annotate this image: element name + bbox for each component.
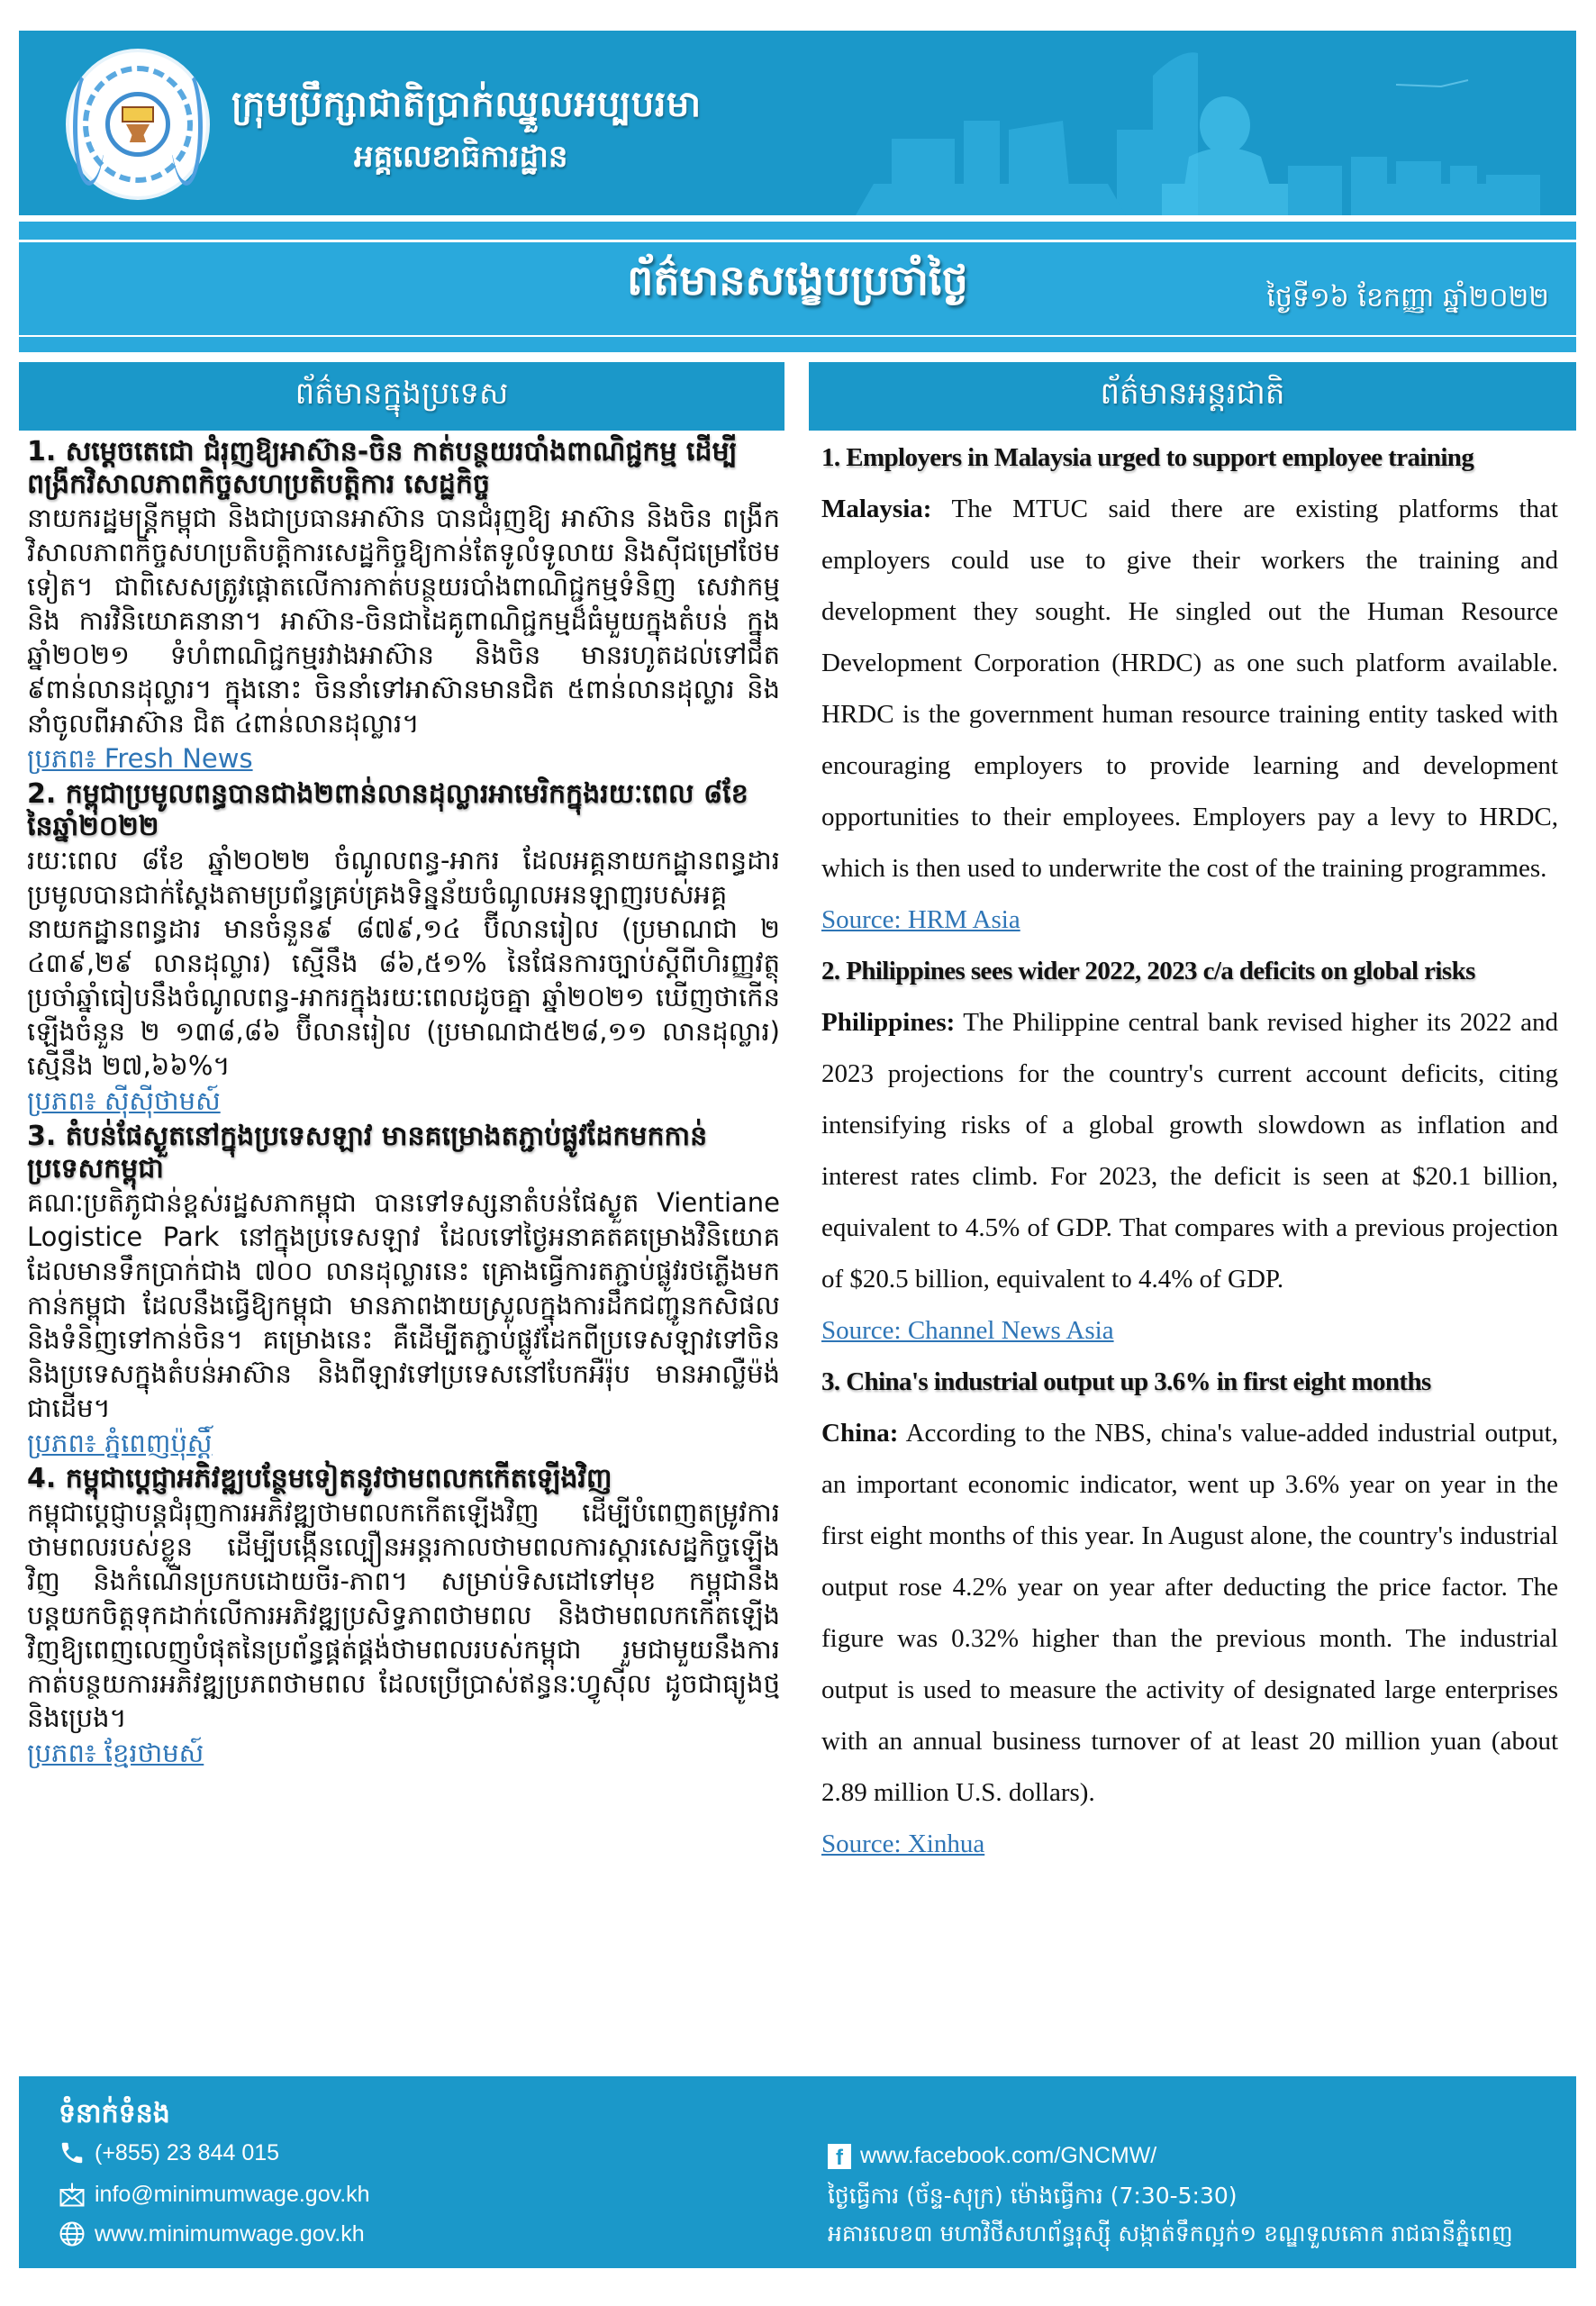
- domestic-article: [27, 436, 780, 778]
- article-title: 1. សម្តេចតេជោ ជំរុញឱ្យអាស៊ាន-ចិន កាត់បន្ថយរបាំងពាណិជ្ជកម្ម ដើម្បីពង្រីកវិសាលភាពកិច្ចសហប្រតិបត្តិការ សេដ្ឋកិច្ច: [27, 436, 738, 500]
- article-source-link[interactable]: Source: HRM Asia: [821, 905, 1020, 934]
- org-name: ក្រុមប្រឹក្សាជាតិប្រាក់ឈ្នួលអប្បបរមា: [231, 83, 702, 125]
- article-text: The MTUC said there are existing platforms that employers could use to give their workers the training and development they sought. He singled out the Human Resource Development Corporation (HRDC) as one such platform available. HRDC is the government human resource training entity tasked with encouraging employers to provide learning and development opportunities to their employees. Employers pay a levy to HRDC, which is then used to underwrite the cost of the training programmes.: [821, 495, 1558, 883]
- article-source-link[interactable]: ប្រភព៖ Fresh News: [27, 743, 253, 774]
- email-icon: [59, 2181, 86, 2208]
- page-title: ព័ត៌មានសង្ខេបប្រចាំថ្ងៃ: [627, 256, 968, 304]
- title-band: [19, 242, 1576, 335]
- article-body: [821, 1408, 1558, 1819]
- council-logo: [66, 49, 210, 200]
- email-row: [59, 2181, 370, 2208]
- international-news-column: [821, 432, 1558, 1870]
- article-source-link[interactable]: Source: Xinhua: [821, 1829, 985, 1858]
- section-header-international: ព័ត៌មានអន្តរជាតិ: [809, 362, 1576, 431]
- article-source-link[interactable]: ប្រភព៖ ខ្មែរថាមស៍: [27, 1738, 204, 1768]
- international-article: [821, 432, 1558, 946]
- facebook-link[interactable]: www.facebook.com/GNCMW/: [860, 2143, 1157, 2168]
- article-body: កម្ពុជាប្តេជ្ញាបន្តជំរុញការអភិវឌ្ឍថាមពលកកើតឡើងវិញ ដើម្បីបំពេញតម្រូវការថាមពលរបស់ខ្លួន ដើម្បីបង្កើនល្បឿនអន្តរកាលថាមពលការស្តារសេដ្ឋកិច្ចឡើងវិញ និងកំណើនប្រកបដោយចីរ-ភាព។ សម្រាប់ទិសដៅទៅមុខ កម្ពុជានឹងបន្តយកចិត្តទុកដាក់លើការអភិវឌ្ឍប្រសិទ្ធភាពថាមពល និងថាមពលកកើតឡើងវិញឱ្យពេញលេញបំផុតនៃប្រព័ន្ធផ្គត់ផ្គង់ថាមពលរបស់កម្ពុជា រួមជាមួយនឹងការកាត់បន្ថយការអភិវឌ្ឍប្រភពថាមពល ដែលប្រើប្រាស់ឥន្ធនៈហ្វូស៊ីល ដូចជាធ្យូងថ្ម និងប្រេង។: [27, 1497, 780, 1733]
- org-subtitle: អគ្គលេខាធិការដ្ឋាន: [354, 139, 568, 175]
- website-row: [59, 2220, 365, 2247]
- phone-icon: [59, 2139, 86, 2166]
- working-hours: ថ្ងៃធ្វើការ (ច័ន្ទ-សុក្រ) ម៉ោងធ្វើការ (7:30-5:30): [828, 2183, 1238, 2209]
- domestic-article: [27, 778, 780, 1121]
- domestic-article: [27, 1463, 780, 1773]
- section-header-domestic: ព័ត៌មានក្នុងប្រទេស: [19, 362, 784, 431]
- issue-date: ថ្ងៃទី១៦ ខែកញ្ញា ឆ្នាំ២០២២: [1266, 282, 1549, 313]
- article-title: 1. Employers in Malaysia urged to support employee training: [821, 443, 1474, 472]
- domestic-news-column: [27, 436, 780, 1773]
- article-body: នាយករដ្ឋមន្ត្រីកម្ពុជា និងជាប្រធានអាស៊ាន បានជំរុញឱ្យ អាស៊ាន និងចិន ពង្រីកវិសាលភាពកិច្ចសហប្រតិបត្តិការសេដ្ឋកិច្ចឱ្យកាន់តែទូលំទូលាយ និងស៊ីជម្រៅថែមទៀត។ ជាពិសេសត្រូវផ្តោតលើការកាត់បន្ថយរបាំងពាណិជ្ជកម្មទំនិញ សេវាកម្ម និង ការវិនិយោគនានា។ អាស៊ាន-ចិនជាដៃគូពាណិជ្ជកម្មដ៏ធំមួយក្នុងតំបន់ ក្នុងឆ្នាំ២០២១ ទំហំពាណិជ្ជកម្មរវាងអាស៊ាន និងចិន មានរហូតដល់ទៅជិត ៩ពាន់លានដុល្លារ។ ក្នុងនោះ ចិននាំទៅអាស៊ានមានជិត ៥ពាន់លានដុល្លារ និងនាំចូលពីអាស៊ាន ជិត ៤ពាន់លានដុល្លារ។: [27, 503, 780, 739]
- article-body: គណៈប្រតិភូជាន់ខ្ពស់រដ្ឋសភាកម្ពុជា បានទៅទស្សនាតំបន់ផែស្ងួត Vientiane Logistice Park នៅក្នុងប្រទេសឡាវ ដែលទៅថ្ងៃអនាគតគម្រោងវិនិយោគដែលមានទឹកប្រាក់ជាង ៧០០ លានដុល្លារនេះ គ្រោងធ្វើការតភ្ជាប់ផ្លូវរថភ្លើងមកកាន់កម្ពុជា ដែលនឹងធ្វើឱ្យកម្ពុជា មានភាពងាយស្រួលក្នុងការដឹកជញ្ជូនកសិផល និងទំនិញទៅកាន់ចិន។ គម្រោងនេះ គឺដើម្បីតភ្ជាប់ផ្លូវដែកពីប្រទេសឡាវទៅចិន និងប្រទេសក្នុងតំបន់អាស៊ាន និងពីឡាវទៅប្រទេសនៅបែកអឺរ៉ុប មានអាល្លឺម៉ង់ជាដើម។: [27, 1187, 780, 1423]
- article-country-lead: Malaysia:: [821, 495, 932, 523]
- article-body: [821, 997, 1558, 1305]
- emblem-core: [105, 92, 170, 157]
- email-address[interactable]: info@minimumwage.gov.kh: [95, 2181, 370, 2207]
- article-body: រយៈពេល ៨ខែ ឆ្នាំ២០២២ ចំណូលពន្ធ-អាករ ដែលអគ្គនាយកដ្ឋានពន្ធដារប្រមូលបានជាក់ស្តែងតាមប្រព័ន្ធគ្រប់គ្រងទិន្នន័យចំណូលអនឡាញរបស់អគ្គនាយកដ្ឋានពន្ធដារ មានចំនួន៩ ៨៧៩,១៤ ប៊ីលានរៀល (ប្រមាណជា ២ ៤៣៩,២៩ លានដុល្លារ) ស្មើនឹង ៨៦,៥១% នៃផែនការច្បាប់ស្តីពីហិរញ្ញវត្ថុប្រចាំឆ្នាំធៀបនឹងចំណូលពន្ធ-អាករក្នុងរយៈពេលដូចគ្នា ឆ្នាំ២០២១ ឃើញថាកើនឡើងចំនួន ២ ១៣៨,៨៦ ប៊ីលានរៀល (ប្រមាណជា៥២៨,១១ លានដុល្លារ) ស្មើនឹង ២៧,៦៦%។: [27, 845, 780, 1081]
- article-source-link[interactable]: Source: Channel News Asia: [821, 1316, 1114, 1345]
- globe-icon: [59, 2220, 86, 2247]
- phone-row: [59, 2139, 279, 2166]
- article-country-lead: Philippines:: [821, 1008, 956, 1037]
- article-title: 2. Philippines sees wider 2022, 2023 c/a deficits on global risks: [821, 957, 1475, 985]
- decorative-band-bottom: [19, 337, 1576, 352]
- city-skyline-illustration: [856, 31, 1576, 215]
- article-title: 3. China's industrial output up 3.6% in first eight months: [821, 1367, 1431, 1396]
- facebook-icon: f: [828, 2144, 851, 2169]
- contact-footer: [19, 2076, 1576, 2268]
- article-title: 3. តំបន់ផែស្ងួតនៅក្នុងប្រទេសឡាវ មានគម្រោងតភ្ជាប់ផ្លូវដែកមកកាន់ប្រទេសកម្ពុជា: [27, 1121, 708, 1185]
- facebook-row: [828, 2143, 1156, 2169]
- article-title: 4. កម្ពុជាប្តេជ្ញាអភិវឌ្ឍបន្ថែមទៀតនូវថាមពលកកើតឡើងវិញ: [27, 1463, 612, 1494]
- website-link[interactable]: www.minimumwage.gov.kh: [95, 2220, 365, 2247]
- international-article: [821, 946, 1558, 1357]
- international-article: [821, 1357, 1558, 1870]
- header-banner: [19, 31, 1576, 215]
- article-text: The Philippine central bank revised higher its 2022 and 2023 projections for the country's current account deficits, citing intensifying risks of a global growth slowdown as inflation and interest rates climb. For 2023, the deficit is seen at $20.1 billion, equivalent to 4.5% of GDP. That compares with a previous projection of $20.5 billion, equivalent to 4.4% of GDP.: [821, 1008, 1558, 1294]
- office-address: អគារលេខ៣ មហាវិថីសហព័ន្ធរុស្ស៊ី សង្កាត់ទឹកល្អក់១ ខណ្ឌទួលគោក រាជធានីភ្នំពេញ: [828, 2220, 1513, 2247]
- book-icon: [122, 106, 154, 123]
- wreath-left-icon: [73, 68, 105, 186]
- domestic-article: [27, 1121, 780, 1463]
- article-source-link[interactable]: ប្រភព៖ ភ្នំពេញប៉ុស្តិ៍: [27, 1428, 213, 1458]
- phone-number[interactable]: (+855) 23 844 015: [95, 2139, 280, 2165]
- bowl-icon: [126, 124, 150, 142]
- contact-heading: ទំនាក់ទំនង: [59, 2098, 170, 2129]
- article-body: [821, 484, 1558, 894]
- wreath-right-icon: [170, 68, 203, 186]
- article-country-lead: China:: [821, 1419, 899, 1448]
- decorative-band-top: [19, 222, 1576, 240]
- article-source-link[interactable]: ប្រភព៖ ស៊ីស៊ីថាមស៍: [27, 1085, 221, 1116]
- article-text: According to the NBS, china's value-added industrial output, an important economic indicator, went up 3.6% year on year in the first eight months of this year. In August alone, the country's industrial output rose 4.2% year on year after deducting the price factor. The figure was 0.32% higher than the previous month. The industrial output is used to measure the activity of designated large enterprises with an annual business turnover of at least 20 million yuan (about 2.89 million U.S. dollars).: [821, 1419, 1558, 1807]
- article-title: 2. កម្ពុជាប្រមូលពន្ធបានជាង២ពាន់លានដុល្លារអាមេរិកក្នុងរយៈពេល ៨ខែ នៃឆ្នាំ២០២២: [27, 778, 748, 842]
